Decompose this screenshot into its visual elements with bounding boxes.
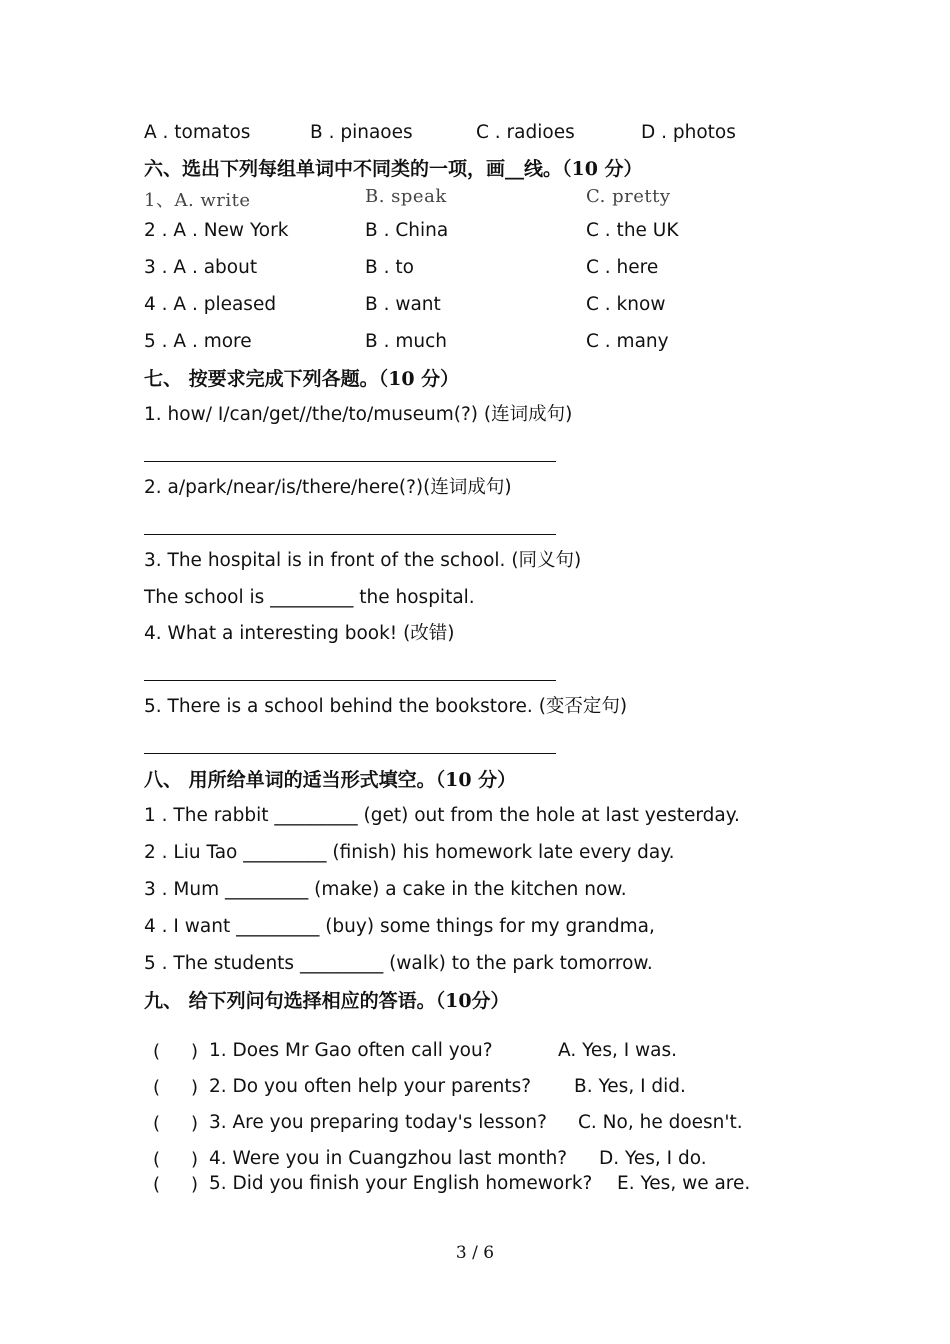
s9-answer-d: D. Yes, I do. [599, 1148, 707, 1169]
s9-paren-open-4: ( [153, 1149, 161, 1170]
s7-answer-line-4 [144, 680, 556, 681]
s9-paren-open-1: ( [153, 1041, 161, 1062]
section8-title: 八、 用所给单词的适当形式填空。（10 分） [144, 769, 517, 791]
s7-q3-fill: The school is _________ the hospital. [144, 587, 475, 608]
s6-row1-b: B. speak [365, 186, 447, 207]
s6-row2-c: C . the UK [586, 220, 679, 241]
s6-row4-b: B . want [365, 294, 441, 315]
s6-row4-a: 4 . A . pleased [144, 294, 277, 315]
s6-row3-c: C . here [586, 257, 659, 278]
s7-q3: 3. The hospital is in front of the school. (同义句) [144, 550, 582, 571]
s7-q4: 4. What a interesting book! (改错) [144, 623, 455, 644]
option-b: B . pinaoes [310, 122, 413, 143]
s9-question-2: 2. Do you often help your parents? [209, 1076, 532, 1097]
s6-row5-c: C . many [586, 331, 669, 352]
s6-row2-b: B . China [365, 220, 449, 241]
section9-title: 九、 给下列问句选择相应的答语。（10分） [144, 990, 510, 1012]
s9-question-1: 1. Does Mr Gao often call you? [209, 1040, 493, 1061]
s7-answer-line-5 [144, 753, 556, 754]
section6-title: 六、选出下列每组单词中不同类的一项，画__线。（10 分） [144, 158, 643, 180]
s9-paren-open-5: ( [153, 1174, 161, 1195]
s9-answer-c: C. No, he doesn't. [578, 1112, 743, 1133]
s7-q1: 1. how/ I/can/get//the/to/museum(?) (连词成句) [144, 404, 573, 425]
s9-question-5: 5. Did you finish your English homework? [209, 1173, 593, 1194]
s7-answer-line-1 [144, 461, 556, 462]
s8-item-3: 3 . Mum _________ (make) a cake in the kitchen now. [144, 879, 627, 900]
s9-answer-b: B. Yes, I did. [574, 1076, 686, 1097]
s9-answer-e: E. Yes, we are. [617, 1173, 751, 1194]
page-number: 3 / 6 [455, 1243, 495, 1263]
s9-paren-close-1: ) [191, 1041, 199, 1062]
s9-question-3: 3. Are you preparing today's lesson? [209, 1112, 547, 1133]
s9-paren-close-4: ) [191, 1149, 199, 1170]
s7-answer-line-2 [144, 534, 556, 535]
s9-paren-close-2: ) [191, 1077, 199, 1098]
s8-item-1: 1 . The rabbit _________ (get) out from the hole at last yesterday. [144, 805, 740, 826]
s9-paren-close-5: ) [191, 1174, 199, 1195]
s7-q5: 5. There is a school behind the bookstore. (变否定句) [144, 696, 628, 717]
s9-paren-close-3: ) [191, 1113, 199, 1134]
option-c: C . radioes [476, 122, 575, 143]
s6-row3-b: B . to [365, 257, 414, 278]
s9-question-4: 4. Were you in Cuangzhou last month? [209, 1148, 568, 1169]
s6-row5-a: 5 . A . more [144, 331, 252, 352]
s6-row3-a: 3 . A . about [144, 257, 258, 278]
s6-row5-b: B . much [365, 331, 447, 352]
option-d: D . photos [641, 122, 736, 143]
s9-paren-open-2: ( [153, 1077, 161, 1098]
option-a: A . tomatos [144, 122, 251, 143]
s7-q2: 2. a/park/near/is/there/here(?)(连词成句) [144, 477, 512, 498]
s6-row2-a: 2 . A . New York [144, 220, 289, 241]
section7-title: 七、 按要求完成下列各题。（10 分） [144, 368, 460, 390]
s9-paren-open-3: ( [153, 1113, 161, 1134]
s6-row1-c: C. pretty [586, 186, 671, 207]
s9-answer-a: A. Yes, I was. [558, 1040, 678, 1061]
s8-item-5: 5 . The students _________ (walk) to the park tomorrow. [144, 953, 653, 974]
s6-row4-c: C . know [586, 294, 666, 315]
s6-row1-a: 1、A. write [144, 190, 251, 211]
s8-item-2: 2 . Liu Tao _________ (finish) his homework late every day. [144, 842, 675, 863]
s8-item-4: 4 . I want _________ (buy) some things for my grandma, [144, 916, 655, 937]
